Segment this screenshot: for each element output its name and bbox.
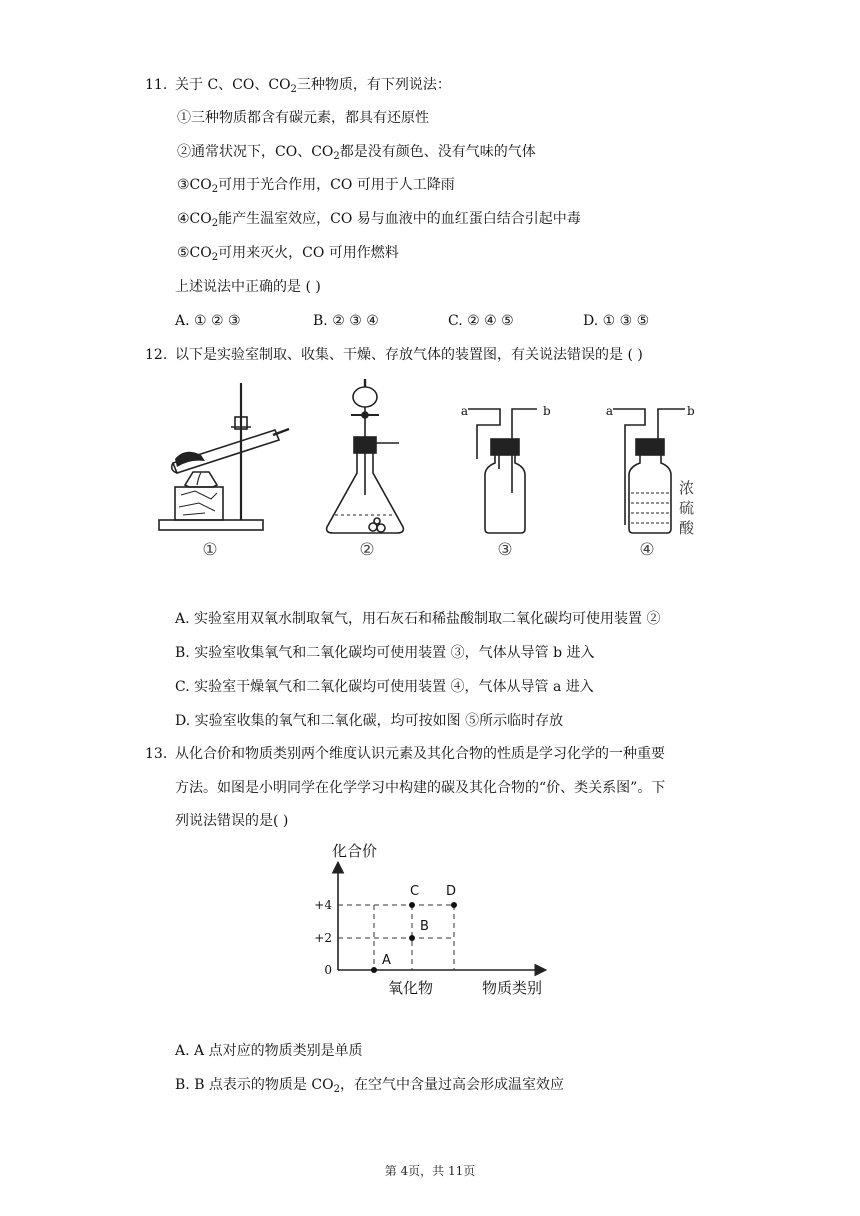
funnel-bulb xyxy=(353,387,377,407)
q12-option-d: D. 实验室收集的氧气和二氧化碳，均可按如图 ⑤所示临时存放 xyxy=(175,713,564,729)
q11-option-b: B. ② ③ ④ xyxy=(313,313,379,329)
page-footer: 第 4页，共 11页 xyxy=(384,1164,476,1178)
q11-option-c: C. ② ④ ⑤ xyxy=(448,313,514,329)
flask-stopper xyxy=(354,437,376,453)
q13-stem-line-3: 列说法错误的是( ) xyxy=(175,813,289,829)
point-label-D: D xyxy=(446,884,457,899)
point-label-A: A xyxy=(382,953,391,968)
bottle-4 xyxy=(629,455,671,533)
q13-number: 13. xyxy=(145,746,168,762)
q11-item-1: ①三种物质都含有碳元素，都具有还原性 xyxy=(177,110,429,126)
acid-label-3: 酸 xyxy=(679,519,695,537)
q11-option-a: A. ① ② ③ xyxy=(175,313,241,329)
tube-label-b-4: b xyxy=(687,404,695,418)
tube-label-b-3: b xyxy=(543,404,551,418)
y-tick-2: 0 xyxy=(324,963,332,977)
q11-item-3: $③CO_2$可用于光合作用，CO 可用于人工降雨 xyxy=(177,177,455,195)
chart-ylabel: 化合价 xyxy=(332,842,378,860)
valence-class-chart xyxy=(300,838,560,1000)
figure-label-2: ② xyxy=(359,540,375,560)
q12-number: 12. xyxy=(145,347,168,363)
point-label-B: B xyxy=(420,919,429,934)
apparatus-1-heating xyxy=(159,383,289,530)
y-tick-0: +4 xyxy=(314,898,332,912)
tube-label-a-3: a xyxy=(460,404,468,418)
figure-label-1: ① xyxy=(202,540,218,560)
q12-option-c: C. 实验室干燥氧气和二氧化碳均可使用装置 ④，气体从导管 a 进入 xyxy=(175,679,594,695)
q12-option-b: B. 实验室收集氧气和二氧化碳均可使用装置 ③，气体从导管 b 进入 xyxy=(175,645,595,661)
test-tube xyxy=(173,430,279,473)
point-label-C: C xyxy=(410,884,420,899)
point-C xyxy=(409,902,415,908)
q13-stem-line-1: 13. 从化合价和物质类别两个维度认识元素及其化合物的性质是学习化学的一种重要 xyxy=(145,746,665,762)
figure-label-3: ③ xyxy=(497,540,513,560)
q11-item-4: $④CO_2$能产生温室效应，CO 易与血液中的血红蛋白结合引起中毒 xyxy=(177,211,581,229)
x-category-label: 氧化物 xyxy=(388,979,434,997)
q12-option-a: A. 实验室用双氧水制取氧气，用石灰石和稀盐酸制取二氧化碳均可使用装置 ② xyxy=(175,611,661,627)
q13-option-a: A. A 点对应的物质类别是单质 xyxy=(175,1043,363,1059)
apparatus-2-flask xyxy=(327,379,404,533)
q11-question: 上述说法中正确的是 ( ) xyxy=(175,279,321,295)
q11-number: 11. xyxy=(145,77,168,93)
y-tick-1: +2 xyxy=(314,931,332,945)
figure-label-4: ④ xyxy=(639,540,655,560)
apparatus-figure xyxy=(155,375,715,565)
q11-item-5: $⑤CO_2$可用来灭火，CO 可用作燃料 xyxy=(177,245,399,263)
chart-xlabel: 物质类别 xyxy=(482,979,543,997)
q13-option-b: B. B 点表示的物质是 $CO_2$，在空气中含量过高会形成温室效应 xyxy=(175,1077,564,1095)
stand-base xyxy=(159,520,263,530)
q12-stem: 12. 以下是实验室制取、收集、干燥、存放气体的装置图，有关说法错误的是 ( ) xyxy=(145,347,643,363)
q11-stem: 11. 关于 C、CO、$CO_2$三种物质，有下列说法： xyxy=(145,77,451,95)
alcohol-lamp xyxy=(185,472,217,487)
tube-label-a-4: a xyxy=(605,404,613,418)
point-B xyxy=(409,935,415,941)
q13-stem-line-2: 方法。如图是小明同学在化学学习中构建的碳及其化合物的“价、类关系图”。下 xyxy=(175,780,666,796)
acid-label-2: 硫 xyxy=(679,499,695,517)
point-D xyxy=(451,902,457,908)
q11-option-d: D. ① ③ ⑤ xyxy=(583,313,650,329)
apparatus-4-drying-bottle xyxy=(613,409,685,533)
acid-label-1: 浓 xyxy=(679,479,695,497)
bottle-3 xyxy=(485,455,525,533)
apparatus-3-gas-bottle xyxy=(468,409,537,533)
point-A xyxy=(371,967,377,973)
q11-item-2: ②通常状况下，CO、$CO_2$都是没有颜色、没有气味的气体 xyxy=(177,144,536,162)
